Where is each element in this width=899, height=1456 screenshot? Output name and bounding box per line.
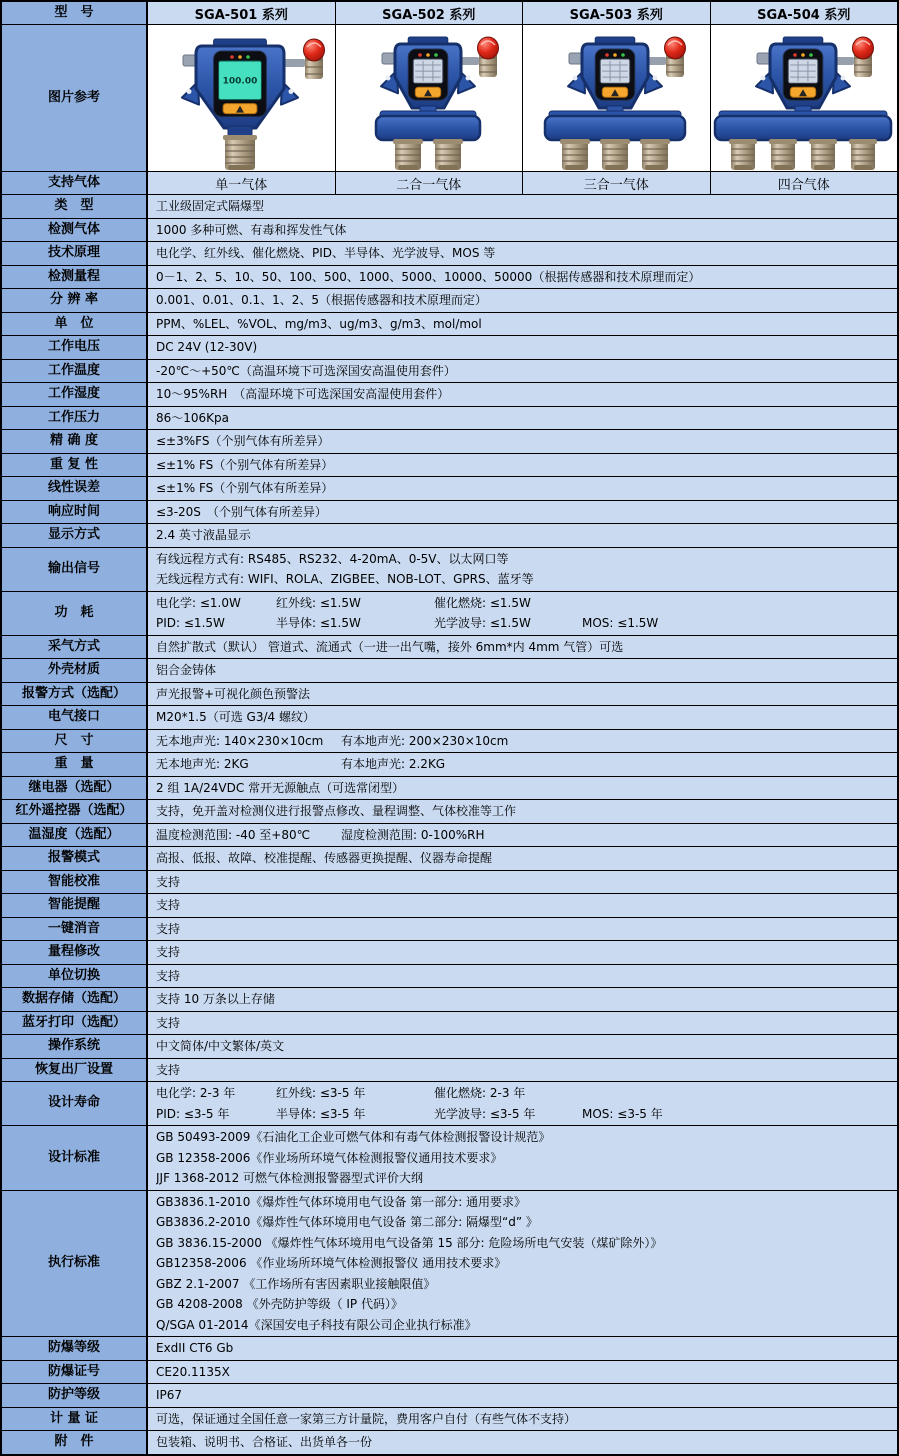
spec-row xyxy=(2,918,897,942)
sensor-probe-icon xyxy=(393,139,423,170)
spec-row-label: 检测气体 xyxy=(2,219,148,242)
spec-row xyxy=(2,242,897,266)
sensor-probe-icon xyxy=(640,139,670,170)
spec-row-label: 工作压力 xyxy=(2,407,148,430)
spec-row xyxy=(2,219,897,243)
spec-row-value xyxy=(148,477,897,500)
spec-row-value xyxy=(148,1408,897,1431)
spec-value-text: GB 12358-2006《作业场所环境气体检测报警仪通用技术要求》 xyxy=(156,1150,503,1165)
alarm-beacon-icon xyxy=(280,39,325,79)
spec-row xyxy=(2,871,897,895)
spec-row xyxy=(2,824,897,848)
spec-row xyxy=(2,777,897,801)
spec-value-text: 无线远程方式有: WIFI、ROLA、ZIGBEE、NOB-LOT、GPRS、蓝牙等 xyxy=(156,572,534,586)
spec-row-value xyxy=(148,336,897,359)
spec-row-label: 单位切换 xyxy=(2,965,148,988)
spec-row-label: 计 量 证 xyxy=(2,1408,148,1431)
spec-row-label: 技术原理 xyxy=(2,242,148,265)
spec-row-label: 响应时间 xyxy=(2,501,148,524)
spec-row xyxy=(2,847,897,871)
spec-row xyxy=(2,965,897,989)
spec-row-label: 检测量程 xyxy=(2,266,148,289)
spec-row xyxy=(2,454,897,478)
spec-row-label: 继电器（选配） xyxy=(2,777,148,800)
spec-row-value xyxy=(148,800,897,823)
image-row-label: 图片参考 xyxy=(2,25,148,171)
spec-row-label: 数据存储（选配） xyxy=(2,988,148,1011)
spec-row-label: 工作温度 xyxy=(2,360,148,383)
spec-value-text: ≤±3%FS（个别气体有所差异） xyxy=(156,434,330,448)
spec-row-value xyxy=(148,636,897,659)
spec-row-label: 精 确 度 xyxy=(2,430,148,453)
spec-value-text: 支持 xyxy=(156,968,181,983)
spec-row-label: 显示方式 xyxy=(2,524,148,547)
spec-row-label: 设计标准 xyxy=(2,1126,148,1190)
spec-row xyxy=(2,1126,897,1191)
spec-value-text: GB3836.2-2010《爆炸性气体环境用电气设备 第二部分: 隔爆型“d” 》 xyxy=(156,1215,538,1229)
spec-value-text: PID: ≤1.5W xyxy=(156,616,225,630)
spec-value-text: 支持 xyxy=(156,1062,181,1077)
spec-row xyxy=(2,800,897,824)
spec-value-text: 温度检测范围: -40 至+80℃ xyxy=(156,827,311,842)
spec-value-text: GB 3836.15-2000 《爆炸性气体环境用电气设备第 15 部分: 危险场所电气安装（煤矿除外）》 xyxy=(156,1235,663,1250)
spec-value-text: GB 4208-2008 《外壳防护等级（ IP 代码）》 xyxy=(156,1297,403,1311)
supported-gas-label: 支持气体 xyxy=(2,172,148,194)
spec-row xyxy=(2,706,897,730)
spec-row-value xyxy=(148,894,897,917)
spec-row xyxy=(2,548,897,592)
supported-gas-sga-504: 四合气体 xyxy=(710,172,898,194)
spec-row xyxy=(2,683,897,707)
spec-row xyxy=(2,501,897,525)
spec-row-label: 蓝牙打印（选配） xyxy=(2,1012,148,1035)
spec-row xyxy=(2,1012,897,1036)
spec-row xyxy=(2,592,897,636)
spec-row-value xyxy=(148,242,897,265)
spec-row xyxy=(2,407,897,431)
spec-row xyxy=(2,988,897,1012)
spec-row-label: 类 型 xyxy=(2,195,148,218)
spec-value-text: 0－1、2、5、10、50、100、500、1000、5000、10000、50000（根据传感器和技术原理而定） xyxy=(156,269,701,284)
spec-row-value xyxy=(148,195,897,218)
spec-row xyxy=(2,1361,897,1385)
spec-value-text: M20*1.5（可选 G3/4 螺纹） xyxy=(156,710,315,724)
product-image-sga-501 xyxy=(148,25,335,171)
spec-row-label: 报警方式（选配） xyxy=(2,683,148,706)
spec-row-value xyxy=(148,1012,897,1035)
spec-row-label: 温湿度（选配） xyxy=(2,824,148,847)
spec-value-text: 支持 xyxy=(156,874,181,889)
spec-value-text: 催化燃烧: 2-3 年 xyxy=(434,1086,526,1100)
alarm-beacon-icon xyxy=(644,37,686,77)
sensor-probe-icon xyxy=(223,135,257,170)
spec-row-value xyxy=(148,1035,897,1058)
spec-row-label: 重 量 xyxy=(2,753,148,776)
screen-reading: 100.00 xyxy=(222,76,258,87)
spec-row-label: 防爆证号 xyxy=(2,1361,148,1384)
spec-value-text: GB 50493-2009《石油化工企业可燃气体和有毒气体检测报警设计规范》 xyxy=(156,1130,551,1144)
spec-row-value xyxy=(148,1191,897,1337)
spec-row xyxy=(2,1191,897,1338)
spec-value-text: 支持 xyxy=(156,1015,181,1030)
spec-value-text: ≤±1% FS（个别气体有所差异） xyxy=(156,457,334,472)
spec-row-value xyxy=(148,824,897,847)
gas-detector-illustration xyxy=(711,25,897,171)
sensor-probe-icon xyxy=(769,139,797,170)
spec-value-text: 支持 xyxy=(156,898,181,912)
spec-row-value xyxy=(148,777,897,800)
spec-row-value xyxy=(148,1337,897,1360)
image-reference-row xyxy=(2,25,897,172)
spec-row-value xyxy=(148,524,897,547)
spec-row-label: 电气接口 xyxy=(2,706,148,729)
spec-value-text: GB12358-2006 《作业场所环境气体检测报警仪 通用技术要求》 xyxy=(156,1256,507,1270)
spec-row xyxy=(2,313,897,337)
spec-row-label: 功 耗 xyxy=(2,592,148,635)
spec-row-label: 防爆等级 xyxy=(2,1337,148,1360)
spec-value-text: Q/SGA 01-2014《深国安电子科技有限公司企业执行标准》 xyxy=(156,1317,477,1332)
spec-row-value xyxy=(148,1059,897,1082)
supported-gas-sga-502: 二合一气体 xyxy=(335,172,523,194)
spec-value-text: GBZ 2.1-2007 《工作场所有害因素职业接触限值》 xyxy=(156,1276,436,1291)
spec-row xyxy=(2,266,897,290)
spec-value-text: 有本地声光: 2.2KG xyxy=(341,757,446,771)
model-name-sga-502: SGA-502 系列 xyxy=(335,2,523,24)
spec-row-value xyxy=(148,730,897,753)
spec-row-label: 红外遥控器（选配） xyxy=(2,800,148,823)
spec-row xyxy=(2,1384,897,1408)
spec-row-label: 外壳材质 xyxy=(2,659,148,682)
spec-row-value xyxy=(148,659,897,682)
model-name-sga-501: SGA-501 系列 xyxy=(148,2,335,24)
spec-row xyxy=(2,1059,897,1083)
spec-row xyxy=(2,430,897,454)
model-header-label: 型 号 xyxy=(2,2,148,24)
spec-value-text: 无本地声光: 140×230×10cm xyxy=(156,733,324,748)
spec-row xyxy=(2,383,897,407)
spec-row xyxy=(2,1408,897,1432)
spec-row xyxy=(2,730,897,754)
product-image-sga-504 xyxy=(710,25,898,171)
spec-value-text: GB3836.1-2010《爆炸性气体环境用电气设备 第一部分: 通用要求》 xyxy=(156,1194,527,1209)
spec-value-text: 工业级固定式隔爆型 xyxy=(156,199,265,213)
spec-value-text: DC 24V (12-30V) xyxy=(156,340,258,354)
spec-value-text: ExdII CT6 Gb xyxy=(156,1341,234,1355)
spec-value-text: PID: ≤3-5 年 xyxy=(156,1106,230,1121)
gas-detector-illustration xyxy=(148,25,334,171)
spec-row-label: 单 位 xyxy=(2,313,148,336)
supported-gas-sga-501: 单一气体 xyxy=(148,172,335,194)
spec-value-text: MOS: ≤3-5 年 xyxy=(582,1106,663,1121)
spec-value-text: 红外线: ≤1.5W xyxy=(276,595,361,610)
spec-row-value xyxy=(148,1126,897,1190)
spec-row-label: 智能提醒 xyxy=(2,894,148,917)
spec-row xyxy=(2,289,897,313)
spec-row-label: 操作系统 xyxy=(2,1035,148,1058)
spec-value-text: 铝合金铸体 xyxy=(156,663,217,677)
spec-row xyxy=(2,941,897,965)
supported-gas-row xyxy=(2,172,897,195)
spec-row-value xyxy=(148,592,897,635)
spec-row xyxy=(2,477,897,501)
spec-value-text: ≤3-20S （个别气体有所差异） xyxy=(156,504,327,519)
spec-row-value xyxy=(148,683,897,706)
spec-value-text: 10～95%RH （高湿环境下可选深国安高湿使用套件） xyxy=(156,387,450,401)
sensor-probe-icon xyxy=(849,139,877,170)
spec-value-text: 高报、低报、故障、校准提醒、传感器更换提醒、仪器寿命提醒 xyxy=(156,851,493,865)
spec-value-text: 有本地声光: 200×230×10cm xyxy=(341,733,509,748)
spec-value-text: 半导体: ≤3-5 年 xyxy=(276,1106,366,1121)
spec-value-text: 2.4 英寸液晶显示 xyxy=(156,528,251,542)
spec-row-label: 分 辨 率 xyxy=(2,289,148,312)
spec-row-value xyxy=(148,548,897,591)
spec-row-value xyxy=(148,871,897,894)
spec-row-label: 工作电压 xyxy=(2,336,148,359)
spec-row xyxy=(2,1035,897,1059)
spec-row-label: 输出信号 xyxy=(2,548,148,591)
spec-value-text: 光学波导: ≤3-5 年 xyxy=(434,1106,536,1121)
spec-value-text: 自然扩散式（默认） 管道式、流通式（一进一出气嘴，接外 6mm*内 4mm 气管）可选 xyxy=(156,639,624,654)
spec-row-value xyxy=(148,706,897,729)
spec-row-label: 报警模式 xyxy=(2,847,148,870)
spec-value-text: 电化学、红外线、催化燃烧、PID、半导体、光学波导、MOS 等 xyxy=(156,246,496,260)
spec-row-label: 设计寿命 xyxy=(2,1082,148,1125)
product-image-sga-503 xyxy=(522,25,710,171)
spec-value-text: 支持 xyxy=(156,945,181,959)
gas-detector-illustration xyxy=(523,25,709,171)
spec-row xyxy=(2,336,897,360)
spec-value-text: CE20.1135X xyxy=(156,1364,230,1379)
sensor-probe-icon xyxy=(729,139,757,170)
spec-row xyxy=(2,1337,897,1361)
model-header-row xyxy=(2,2,897,25)
spec-value-text: 包装箱、说明书、合格证、出货单各一份 xyxy=(156,1435,373,1449)
spec-row-value xyxy=(148,360,897,383)
spec-value-text: 0.001、0.01、0.1、1、2、5（根据传感器和技术原理而定） xyxy=(156,293,488,307)
spec-value-text: 催化燃烧: ≤1.5W xyxy=(434,595,531,610)
spec-row-label: 线性误差 xyxy=(2,477,148,500)
spec-row xyxy=(2,1082,897,1126)
spec-row-value xyxy=(148,1361,897,1384)
spec-value-text: 中文简体/中文繁体/英文 xyxy=(156,1039,285,1053)
spec-value-text: IP67 xyxy=(156,1388,183,1402)
spec-row-value xyxy=(148,941,897,964)
spec-value-text: 支持 10 万条以上存储 xyxy=(156,992,275,1006)
gas-detector-illustration xyxy=(336,25,522,171)
spec-row-value xyxy=(148,430,897,453)
spec-row-value xyxy=(148,219,897,242)
spec-row-value xyxy=(148,988,897,1011)
spec-value-text: 光学波导: ≤1.5W xyxy=(434,616,531,630)
spec-value-text: 86～106Kpa xyxy=(156,410,230,425)
spec-value-text: 无本地声光: 2KG xyxy=(156,757,249,771)
spec-value-text: 有线远程方式有: RS485、RS232、4-20mA、0-5V、以太网口等 xyxy=(156,551,509,566)
spec-value-text: 半导体: ≤1.5W xyxy=(276,616,361,630)
sensor-probe-icon xyxy=(809,139,837,170)
spec-value-text: 2 组 1A/24VDC 常开无源触点（可选常闭型） xyxy=(156,780,405,795)
supported-gas-sga-503: 三合一气体 xyxy=(522,172,710,194)
spec-row-label: 重 复 性 xyxy=(2,454,148,477)
spec-row-label: 量程修改 xyxy=(2,941,148,964)
spec-row-value xyxy=(148,289,897,312)
spec-row-value xyxy=(148,407,897,430)
spec-value-text: JJF 1368-2012 可燃气体检测报警器型式评价大纲 xyxy=(156,1171,424,1185)
spec-value-text: 1000 多种可燃、有毒和挥发性气体 xyxy=(156,222,347,237)
spec-value-text: 支持 xyxy=(156,921,181,936)
spec-value-text: 支持，免开盖对检测仪进行报警点修改、量程调整、气体校准等工作 xyxy=(156,804,517,818)
spec-row-label: 执行标准 xyxy=(2,1191,148,1337)
spec-row-value xyxy=(148,454,897,477)
spec-row-label: 附 件 xyxy=(2,1431,148,1454)
spec-row-value xyxy=(148,383,897,406)
spec-row-value xyxy=(148,1082,897,1125)
spec-row xyxy=(2,1431,897,1454)
spec-row-label: 尺 寸 xyxy=(2,730,148,753)
spec-row-value xyxy=(148,266,897,289)
spec-row-value xyxy=(148,1384,897,1407)
sensor-probe-icon xyxy=(600,139,630,170)
spec-value-text: 声光报警+可视化颜色预警法 xyxy=(156,686,311,701)
spec-row-value xyxy=(148,501,897,524)
spec-row xyxy=(2,360,897,384)
spec-value-text: PPM、%LEL、%VOL、mg/m3、ug/m3、g/m3、mol/mol xyxy=(156,316,482,331)
spec-value-text: -20℃～+50℃（高温环境下可选深国安高温使用套件） xyxy=(156,363,456,378)
model-name-sga-504: SGA-504 系列 xyxy=(710,2,898,24)
spec-value-text: 红外线: ≤3-5 年 xyxy=(276,1086,366,1100)
spec-value-text: 可选，保证通过全国任意一家第三方计量院，费用客户自付（有些气体不支持） xyxy=(156,1411,577,1426)
spec-row-value xyxy=(148,1431,897,1454)
spec-row xyxy=(2,753,897,777)
spec-row xyxy=(2,659,897,683)
spec-value-text: 湿度检测范围: 0-100%RH xyxy=(341,827,485,842)
spec-row xyxy=(2,894,897,918)
spec-row xyxy=(2,524,897,548)
spec-row-value xyxy=(148,918,897,941)
spec-value-text: ≤±1% FS（个别气体有所差异） xyxy=(156,481,334,495)
spec-row-label: 采气方式 xyxy=(2,636,148,659)
spec-value-text: 电化学: ≤1.0W xyxy=(156,595,241,610)
spec-row-value xyxy=(148,753,897,776)
spec-row xyxy=(2,636,897,660)
spec-row-label: 防护等级 xyxy=(2,1384,148,1407)
sensor-probe-icon xyxy=(560,139,590,170)
spec-rows-container xyxy=(2,195,897,1454)
spec-row-value xyxy=(148,965,897,988)
product-image-sga-502 xyxy=(335,25,523,171)
model-name-sga-503: SGA-503 系列 xyxy=(522,2,710,24)
spec-row-value xyxy=(148,847,897,870)
sensor-probe-icon xyxy=(433,139,463,170)
spec-row-value xyxy=(148,313,897,336)
spec-row-label: 工作湿度 xyxy=(2,383,148,406)
spec-row-label: 恢复出厂设置 xyxy=(2,1059,148,1082)
alarm-beacon-icon xyxy=(457,37,499,77)
spec-row xyxy=(2,195,897,219)
spec-value-text: 电化学: 2-3 年 xyxy=(156,1086,236,1100)
spec-row-label: 一键消音 xyxy=(2,918,148,941)
alarm-beacon-icon xyxy=(832,37,874,77)
spec-value-text: MOS: ≤1.5W xyxy=(582,616,659,630)
spec-row-label: 智能校准 xyxy=(2,871,148,894)
